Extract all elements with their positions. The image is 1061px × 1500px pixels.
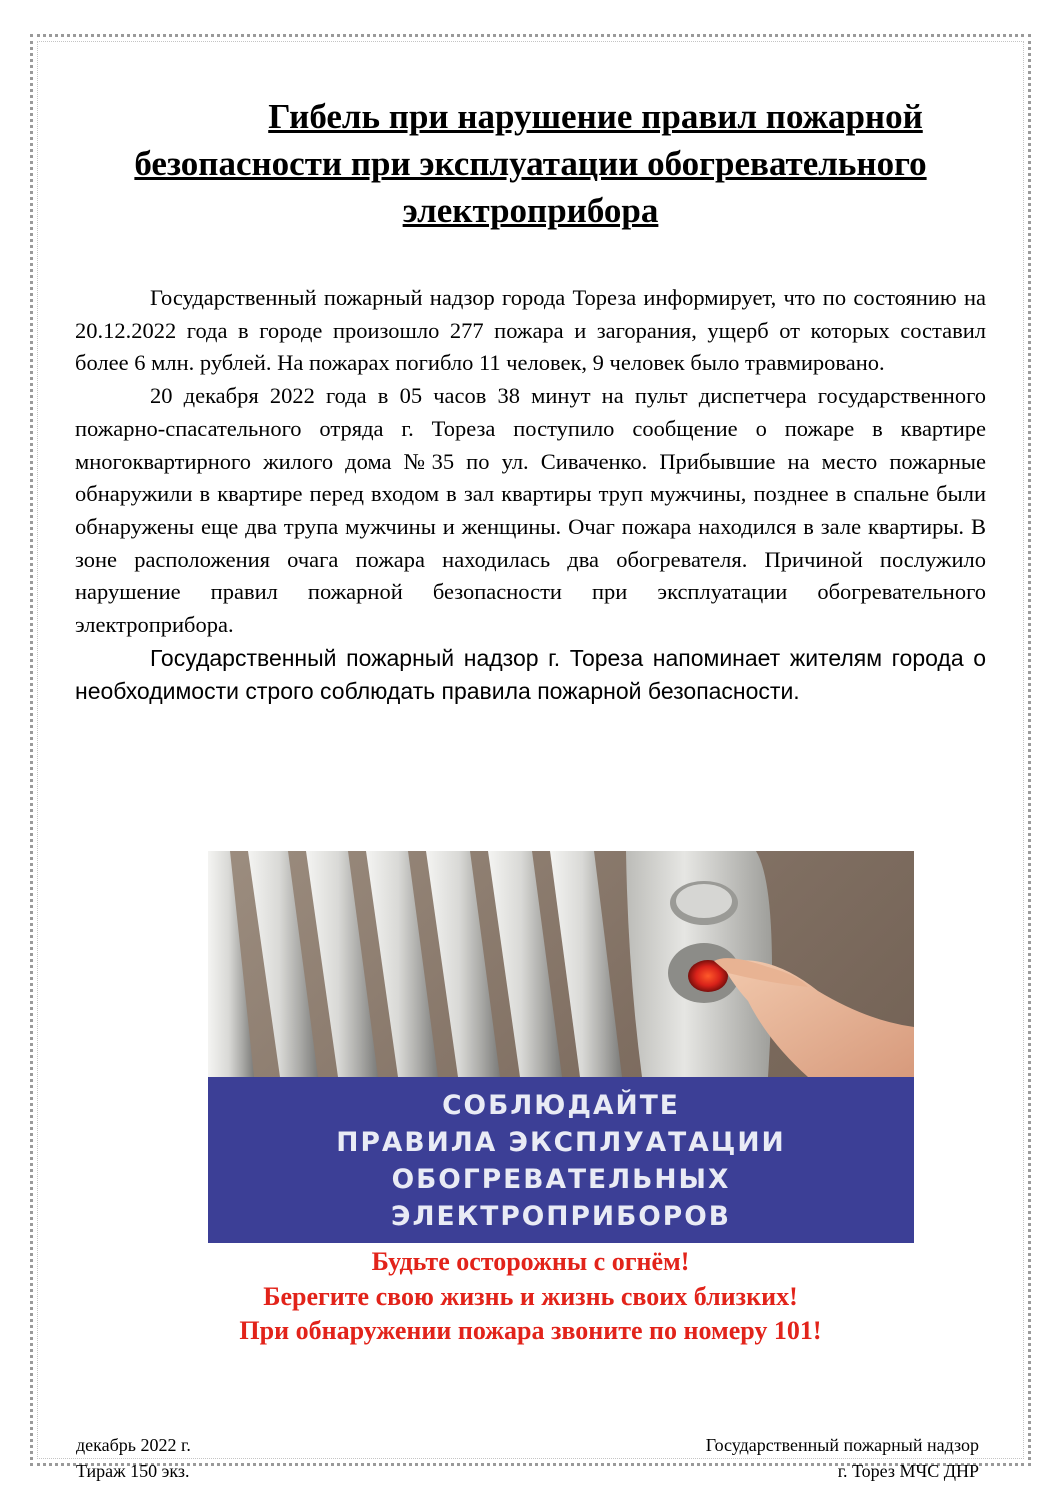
heater-banner bbox=[208, 851, 914, 1243]
title-line-3: электроприбора bbox=[402, 191, 659, 230]
title-line-2: безопасности при эксплуатации обогревательного bbox=[134, 144, 927, 183]
footer-right bbox=[706, 1432, 979, 1484]
title-line-1: Гибель при нарушение правил пожарной bbox=[268, 97, 923, 136]
footer-circulation: Тираж 150 экз. bbox=[76, 1461, 190, 1481]
article-body bbox=[75, 282, 986, 709]
footer-left bbox=[76, 1432, 191, 1484]
page-title bbox=[40, 93, 1021, 234]
footer-org-line-2: г. Торез МЧС ДНР bbox=[837, 1461, 979, 1481]
paragraph-reminder: Государственный пожарный надзор г. Тореза напоминает жителям города о необходимости строго соблюдать правила пожарной безопасности. bbox=[75, 644, 986, 705]
banner-line-3: ОБОГРЕВАТЕЛЬНЫХ bbox=[391, 1164, 731, 1195]
paragraph-incident: 20 декабря 2022 года в 05 часов 38 минут на пульт диспетчера государственного пожарно-спасательного отряда г. Тореза поступило сообщение о пожаре в квартире многоквартирного жилого дома №35 по ул. Сиваченко. Прибывшие на место пожарные обнаружили в квартире перед входом в зал квартиры труп мужчины, позднее в спальне были обнаружены еще два трупа мужчины и женщины. Очаг пожара находился в зале квартиры. В зоне расположения очага пожара находилась два обогревателя. Причиной послужило нарушение правил пожарной безопасности при эксплуатации обогревательного электроприбора. bbox=[75, 383, 986, 638]
footer-org-line-1: Государственный пожарный надзор bbox=[705, 1435, 979, 1455]
warning-line-1: Будьте осторожны с огнём! bbox=[371, 1247, 690, 1276]
banner-caption bbox=[208, 1077, 914, 1243]
warning-line-2: Берегите свою жизнь и жизнь своих близких! bbox=[263, 1281, 798, 1311]
banner-line-1: СОБЛЮДАЙТЕ bbox=[442, 1090, 680, 1121]
warning-line-3: При обнаружении пожара звоните по номеру 101! bbox=[239, 1316, 822, 1345]
heater-illustration bbox=[208, 851, 914, 1077]
banner-line-4: ЭЛЕКТРОПРИБОРОВ bbox=[391, 1201, 731, 1232]
footer-date: декабрь 2022 г. bbox=[76, 1435, 191, 1455]
paragraph-statistics: Государственный пожарный надзор города Тореза информирует, что по состоянию на 20.12.2022 года в городе произошло 277 пожара и загорания, ущерб от которых составил более 6 млн. рублей. На пожарах погибло 11 человек, 9 человек было травмировано. bbox=[75, 285, 986, 376]
banner-line-2: ПРАВИЛА ЭКСПЛУАТАЦИИ bbox=[336, 1127, 786, 1158]
radiator-fins bbox=[208, 851, 622, 1077]
safety-warnings bbox=[40, 1245, 1021, 1349]
